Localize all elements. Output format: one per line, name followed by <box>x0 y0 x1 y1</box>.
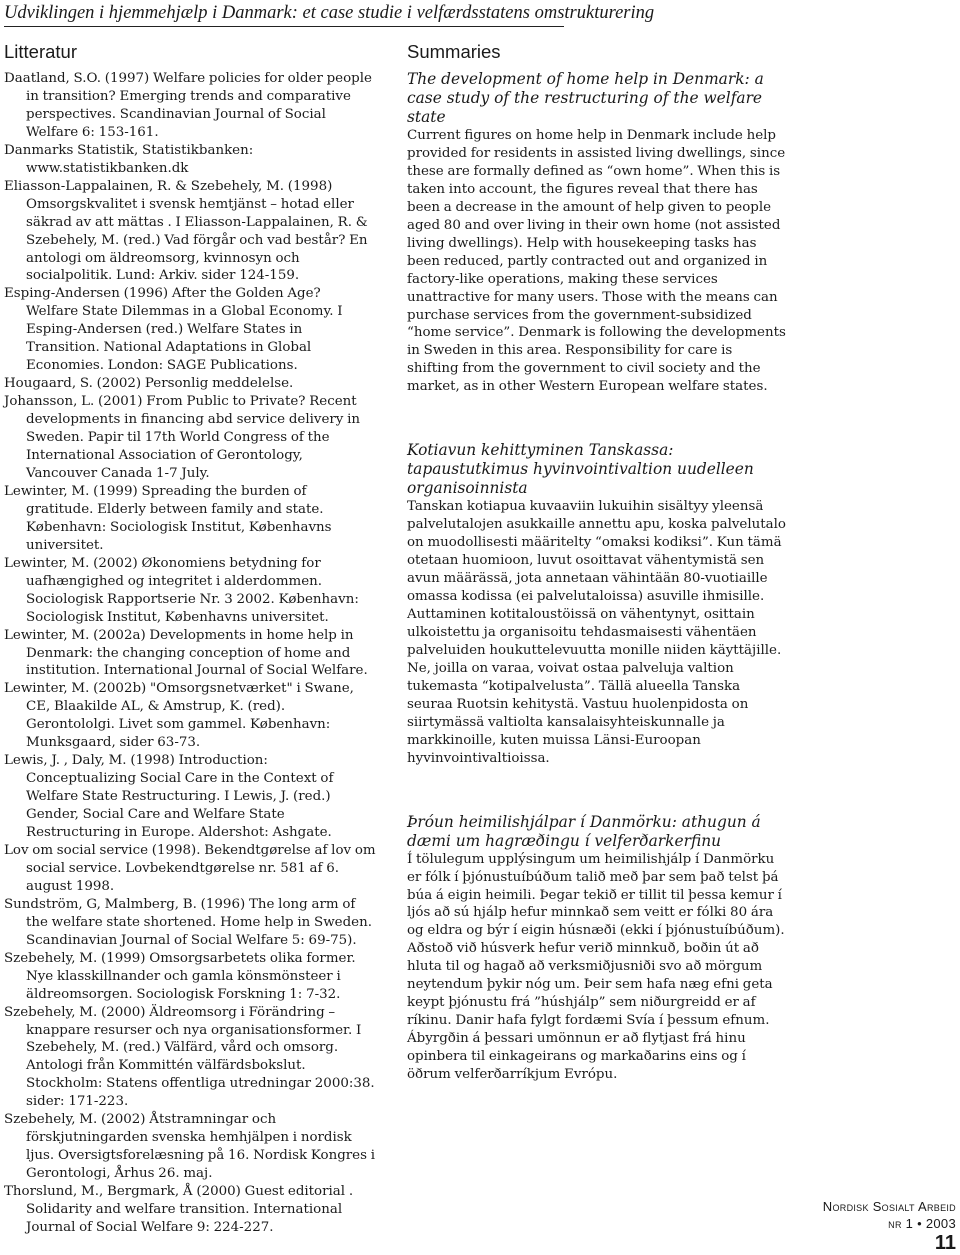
reference-item: Szebehely, M. (1999) Omsorgsarbetets olika former. Nye klasskillnander och gamla könsmönsteer i äldreomsorgen. Sociologisk Forskning 1: 7-32. <box>4 950 356 1002</box>
summary-body: Current figures on home help in Denmark include help provided for residents in assisted living dwellings, since these are formally defined as “own home”. When this is taken into account, the figures reveal that there has been a decrease in the amount of help given to people aged 80 and over living in their own home (not assisted living dwellings). Help with housekeeping tasks has been reduced, partly contracted out and organized in factory-like operations, making these services unattractive for many users. Those with the means can purchase services from the government-subsidized “home service”. Denmark is following the developments in Sweden in this area. Responsibility for care is shifting from the government to civil society and the market, as in other Western European welfare states. <box>407 128 786 395</box>
reference-item: Lewinter, M. (1999) Spreading the burden of gratitude. Elderly between family and state. København: Sociologisk Institut, Københavns universitet. <box>4 483 332 553</box>
reference-list <box>4 70 376 1237</box>
page-number: 11 <box>934 1232 956 1254</box>
reference-item: Lewinter, M. (2002b) "Omsorgsnetværket" i Swane, CE, Blaakilde AL, & Amstrup, K. (red). Gerontololgi. Livet som gammel. København: Munksgaard, sider 63-73. <box>4 681 354 751</box>
references-column <box>4 40 376 1237</box>
reference-item: Szebehely, M. (2000) Äldreomsorg i Förändring – knappare resurser och nya organisationsformer. I Szebehely, M. (red.) Välfärd, vård och omsorg. Antologi från Kommittén välfärdsbokslut. Stockholm: Statens offentliga utredningar 2000:38. sider: 171-223. <box>4 1004 375 1110</box>
reference-item: Lewis, J. , Daly, M. (1998) Introduction: Conceptualizing Social Care in the Context of Welfare State Restructuring. I Lewis, J. (red.) Gender, Social Care and Welfare State Restructuring in Europe. Aldershot: Ashgate. <box>4 753 334 841</box>
reference-item: Szebehely, M. (2002) Åtstramningar och förskjutningarden svenska hemhjälpen i nordisk ljus. Oversigtsforelæsning på 16. Nordisk Kongres i Gerontologi, Århus 26. maj. <box>4 1112 376 1182</box>
reference-item: Sundström, G, Malmberg, B. (1996) The long arm of the welfare state shortened. Home help in Sweden. Scandinavian Journal of Social Welfare 5: 69-75). <box>4 896 372 948</box>
summaries-column <box>407 40 787 1129</box>
summary-icelandic <box>407 813 787 1084</box>
summary-title: Kotiavun kehittyminen Tanskassa: tapaustutkimus hyvinvointivaltion uudelleen organisoinnista <box>407 441 754 498</box>
summary-title: The development of home help in Denmark: a case study of the restructuring of the welfare state <box>407 70 764 126</box>
reference-item: Johansson, L. (2001) From Public to Private? Recent developments in financing abd service delivery in Sweden. Papir til 17th World Congress of the International Association of Gerontology, Vancouver Canada 1-7 July. <box>4 394 361 481</box>
reference-item: Lewinter, M. (2002a) Developments in home help in Denmark: the changing conception of home and institution. International Journal of Social Welfare. <box>4 627 368 679</box>
reference-item: Daatland, S.O. (1997) Welfare policies for older people in transition? Emerging trends and comparative perspectives. Scandinavian Journal of Social Welfare 6: 153-161. <box>4 71 372 140</box>
summary-english <box>407 70 787 396</box>
reference-item: Danmarks Statistik, Statistikbanken: www.statistikbanken.dk <box>4 142 254 176</box>
summary-title: Þróun heimilishjálpar í Danmörku: athugun á dæmi um hagræðingu í velferðarkerfinu <box>407 812 761 850</box>
reference-item: Lov om social service (1998). Bekendtgørelse af lov om social service. Lovbekendtgørelse nr. 581 af 6. august 1998. <box>4 842 376 894</box>
references-heading: Litteratur <box>4 41 78 62</box>
summary-body: Tanskan kotiapua kuvaaviin lukuihin sisältyy yleensä palvelutalojen asukkaille annettu apu, koska palvelutalo on muodollisesti määritelty “omaksi kodiksi”. Kun tämä otetaan huomioon, luvut osoittavat vähentymistä sen avun määrässä, jota annetaan vähintään 80-vuotiaille omassa kodissa (ei palvelutaloissa) asuville ihmisille. Auttaminen kotitaloustöissä on vähentynyt, osittain ulkoistettu ja organisoitu tehdasmaisesti vähentäen palveluiden houkuttelevuutta monille niiden käyttäjille. Ne, joilla on varaa, voivat ostaa palveluja valtion tukemasta “kotipalvelusta”. Tällä alueella Tanska seuraa Ruotsin kehitystä. Vastuu huolenpidosta on siirtymässä valtiolta kansalaisyhteiskunnalle ja markkinoille, kuten muissa Länsi-Euroopan hyvinvointivaltioissa. <box>407 499 786 766</box>
reference-item: Thorslund, M., Bergmark, Å (2000) Guest editorial . Solidarity and welfare transition. International Journal of Social Welfare 9: 224-227. <box>4 1184 354 1235</box>
reference-item: Eliasson-Lappalainen, R. & Szebehely, M. (1998) Omsorgskvalitet i svensk hemtjänst – hotad eller säkrad av att mättas . I Eliasson-Lappalainen, R. & Szebehely, M. (red.) Vad förgår och vad består? En antologi om äldreomsorg, kvinnosyn och socialpolitik. Lund: Arkiv. sider 124-159. <box>4 178 368 284</box>
summary-body: Í tölulegum upplýsingum um heimilishjálp í Danmörku er fólk í þjónustuíbúðum talið með þar sem það telst þá búa á eigin heimili. Þegar tekið er tillit til þessa kemur í ljós að sú hjálp hefur minnkað sem veitt er fólki 80 ára og eldra og býr í eigin húsnæði (ekki í þjónustuíbúðum). Aðstoð við húsverk hefur verið minnkuð, boðin út að hluta til og hagað að verksmiðjusniði svo að mörgum neytendum þykir nóg um. Þeir sem hafa næg efni geta keypt þjónustu frá ”húshjálp” sem niðurgreidd er af ríkinu. Danir hafa fylgt fordæmi Svía í þessum efnum. Ábyrgðin á þessari umönnun er að flytjast frá hinu opinbera til einkageirans og markaðarins eins og í öðrum velferðarríkjum Evrópu. <box>407 851 785 1083</box>
reference-item: Lewinter, M. (2002) Økonomiens betydning for uafhængighed og integritet i alderdommen. Sociologisk Rapportserie Nr. 3 2002. København: Sociologisk Institut, Københavns universitet. <box>4 555 359 625</box>
reference-item: Esping-Andersen (1996) After the Golden Age? Welfare State Dilemmas in a Global Economy. I Esping-Andersen (red.) Welfare States in Transition. National Adaptations in Global Economies. London: SAGE Publications. <box>4 286 343 374</box>
journal-issue: nr 1 • 2003 <box>888 1216 956 1231</box>
journal-name: Nordisk Sosialt Arbeid <box>822 1199 956 1214</box>
footer-journal-info <box>823 1198 956 1232</box>
reference-item: Hougaard, S. (2002) Personlig meddelelse. <box>4 376 294 392</box>
summary-finnish <box>407 441 787 767</box>
summaries-heading: Summaries <box>407 41 501 62</box>
running-header: Udviklingen i hjemmehjælp i Danmark: et case studie i velfærdsstatens omstrukturering <box>4 0 564 27</box>
